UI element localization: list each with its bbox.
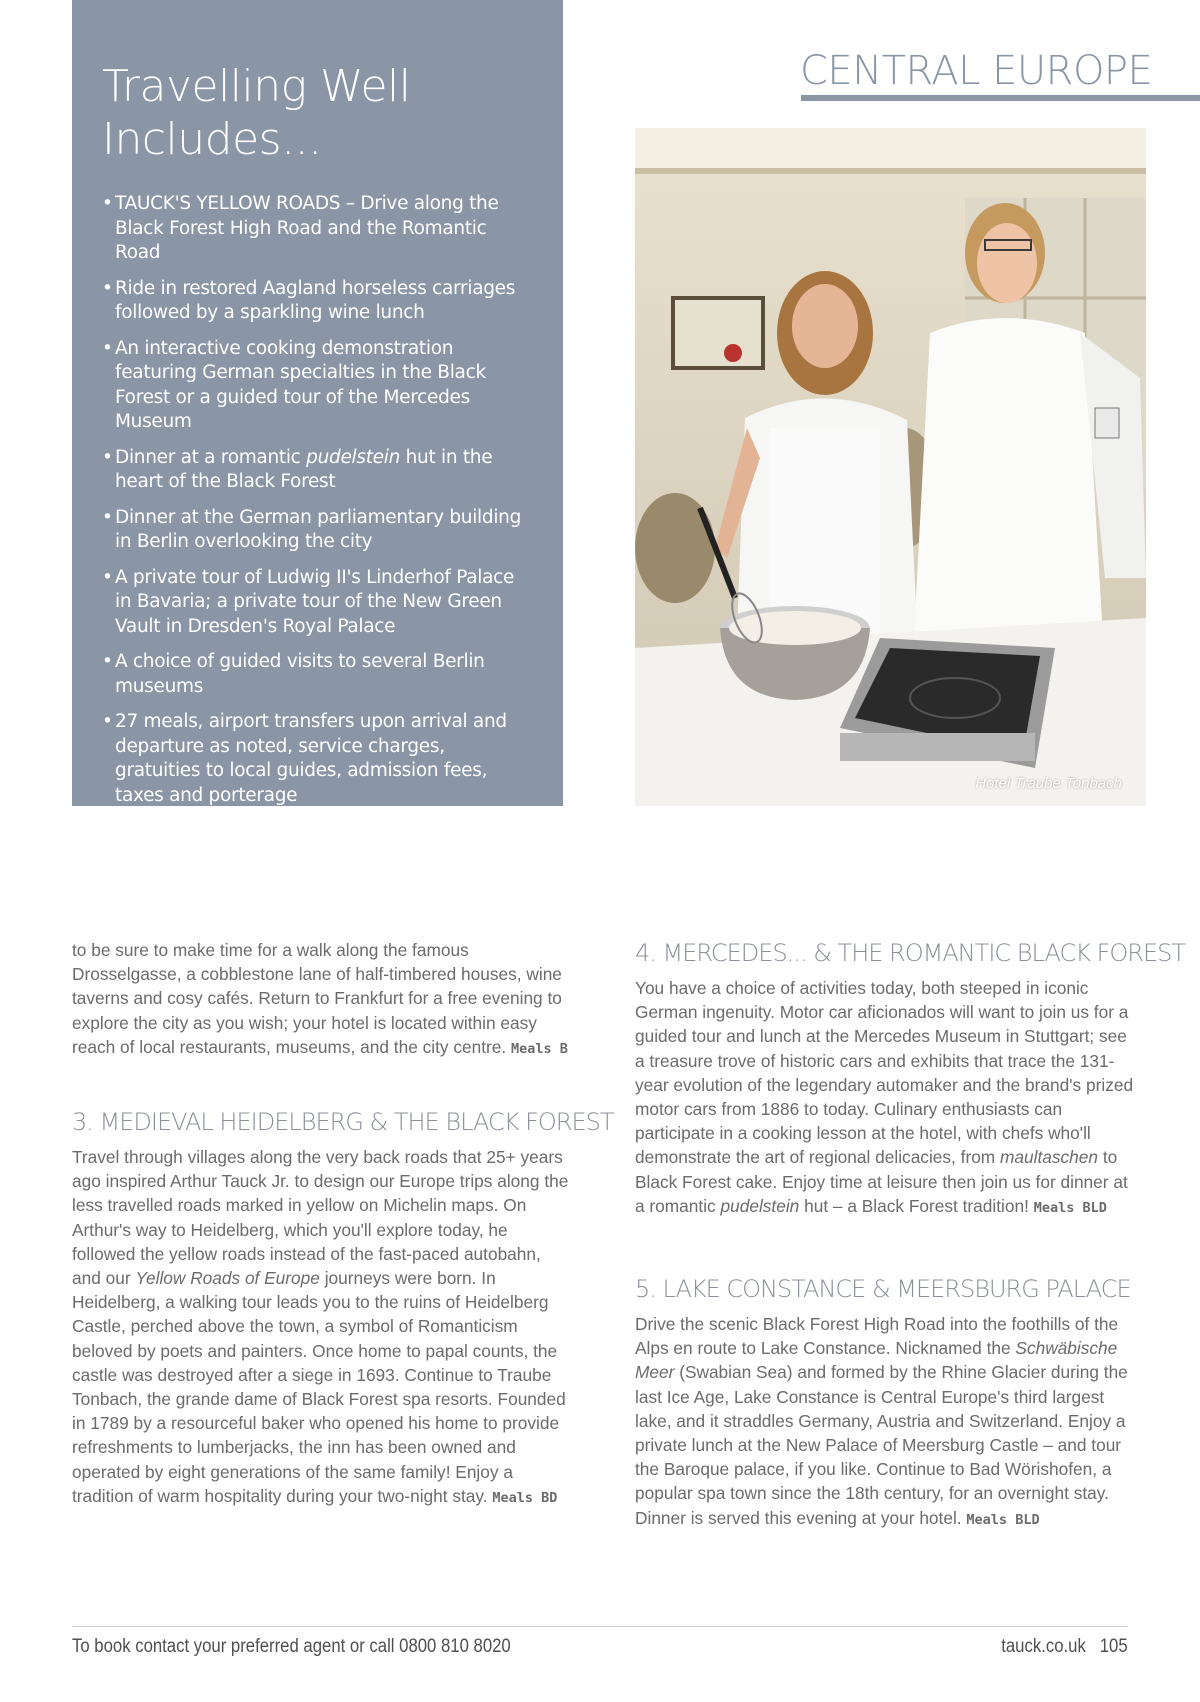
panel-title: Travelling Well Includes... bbox=[102, 61, 411, 165]
list-item: • A choice of guided visits to several Berlin museums bbox=[102, 650, 535, 699]
list-item: • A private tour of Ludwig II's Linderhof Palace in Bavaria; a private tour of the New Green Vault in Dresden's Royal Palace bbox=[102, 566, 535, 640]
day3-text: Travel through villages along the very back roads that 25+ years ago inspired Arthur Tauck Jr. to design our Europe trips along the less travelled roads marked in yellow on Michelin maps. On Arthur's way to Heidelberg, which you'll explore today, he followed the yellow roads instead of the fast-paced autobahn, and our bbox=[72, 1147, 569, 1289]
spacer bbox=[635, 1220, 1140, 1274]
list-item-text: Dinner at a romantic bbox=[115, 446, 307, 468]
day5-heading: 5. LAKE CONSTANCE & MEERSBURG PALACE bbox=[635, 1275, 1131, 1304]
intro-paragraph bbox=[72, 938, 572, 1061]
list-item: • 27 meals, airport transfers upon arrival and departure as noted, service charges, gratuities to local guides, admission fees, taxes and porterage bbox=[102, 710, 535, 808]
day4-heading: 4. MERCEDES... & THE ROMANTIC BLACK FOREST bbox=[635, 939, 1185, 967]
spacer bbox=[72, 1061, 572, 1107]
intro-text: to be sure to make time for a walk along the famous Drosselgasse, a cobblestone lane of half-timbered houses, wine taverns and cosy cafés. Return to Frankfurt for a free evening to explore the city as you wish; your hotel is located within easy reach of local restaurants, museums, and the city centre. bbox=[72, 940, 562, 1057]
meals-label: Meals BLD bbox=[1033, 1199, 1107, 1216]
photo-illustration bbox=[635, 128, 1146, 806]
meals-label: Meals BD bbox=[492, 1489, 558, 1506]
day4-text: You have a choice of activities today, both steeped in iconic German ingenuity. Motor car aficionados will want to join us for a guided tour and lunch at the Mercedes Museum in Stuttgart; see a treasure trove of historic cars and exhibits that trace the 131-year evolution of the legendary automaker and the brand's prized motor cars from 1886 to today. Culinary enthusiasts can participate in a cooking lesson at the hotel, with chefs who'll demonstrate the art of regional delicacies, from bbox=[635, 978, 1134, 1168]
day3-text: journeys were born. In Heidelberg, a walking tour leads you to the ruins of Heidelberg Castle, perched above the town, a symbol of Romanticism beloved by poets and painters. Once home to papal counts, the castle was destroyed after a siege in 1693. Continue to Traube Tonbach, the grande dame of Black Forest spa resorts. Founded in 1789 by a resourceful baker who opened his home to provide refreshments to lumberjacks, the inn has been owned and operated by eight generations of the same family! Enjoy a tradition of warm hospitality during your two-night stay. bbox=[72, 1268, 566, 1506]
list-item: • An interactive cooking demonstration featuring German specialties in the Black Forest or a guided tour of the Mercedes Museum bbox=[102, 337, 535, 435]
page-number: 105 bbox=[1100, 1636, 1128, 1657]
includes-panel bbox=[72, 0, 563, 806]
website-link[interactable]: tauck.co.uk bbox=[1001, 1636, 1087, 1657]
day5-paragraph bbox=[635, 1312, 1140, 1532]
day4-italic: pudelstein bbox=[720, 1195, 800, 1216]
day5-text: Drive the scenic Black Forest High Road into the foothills of the Alps en route to Lake Constance. Nicknamed the bbox=[635, 1314, 1119, 1359]
day5-italic: Schwäbische Meer bbox=[635, 1338, 1118, 1383]
day4-text: hut – a Black Forest tradition! bbox=[804, 1195, 1029, 1216]
meals-label: Meals BLD bbox=[966, 1511, 1040, 1528]
cooking-demo-photo bbox=[635, 128, 1146, 806]
booking-info: To book contact your preferred agent or call 0800 810 8020 bbox=[72, 1636, 511, 1657]
day4-paragraph bbox=[635, 976, 1140, 1220]
region-title: CENTRAL EUROPE bbox=[800, 48, 1153, 94]
day3-italic: Yellow Roads of Europe bbox=[135, 1268, 320, 1289]
day3-paragraph bbox=[72, 1145, 572, 1510]
left-column bbox=[72, 938, 614, 1510]
region-title-rule bbox=[801, 95, 1200, 101]
includes-list bbox=[102, 192, 535, 808]
right-column bbox=[635, 938, 1185, 1532]
list-item: • TAUCK'S YELLOW ROADS – Drive along the Black Forest High Road and the Romantic Road bbox=[102, 192, 535, 266]
list-item: • Ride in restored Aagland horseless carriages followed by a sparkling wine lunch bbox=[102, 277, 535, 326]
day4-italic: maultaschen bbox=[1000, 1147, 1099, 1168]
footer-right bbox=[1002, 1636, 1128, 1658]
list-item: • Dinner at the German parliamentary building in Berlin overlooking the city bbox=[102, 506, 535, 555]
day3-heading: 3. MEDIEVAL HEIDELBERG & THE BLACK FOREST bbox=[72, 1108, 614, 1137]
footer-rule bbox=[72, 1626, 1128, 1627]
photo-caption: Hotel Traube Tonbach bbox=[975, 775, 1122, 792]
meals-label: Meals B bbox=[510, 1040, 568, 1057]
list-item-text: hut in the heart of the Black Forest bbox=[115, 446, 493, 492]
list-item-italic: pudelstein bbox=[306, 446, 401, 468]
day5-text: (Swabian Sea) and formed by the Rhine Glacier during the last Ice Age, Lake Constance is Central Europe's third largest lake, and it straddles Germany, Austria and Switzerland. Enjoy a private lunch at the New Palace of Meersburg Castle – and tour the Baroque palace, if you like. Continue to Bad Wörishofen, a popular spa town since the 18th century, for an overnight stay. Dinner is served this evening at your hotel. bbox=[635, 1362, 1128, 1528]
day4-text: to Black Forest cake. Enjoy time at leisure then join us for dinner at a romantic bbox=[635, 1147, 1128, 1216]
list-item bbox=[102, 446, 535, 495]
